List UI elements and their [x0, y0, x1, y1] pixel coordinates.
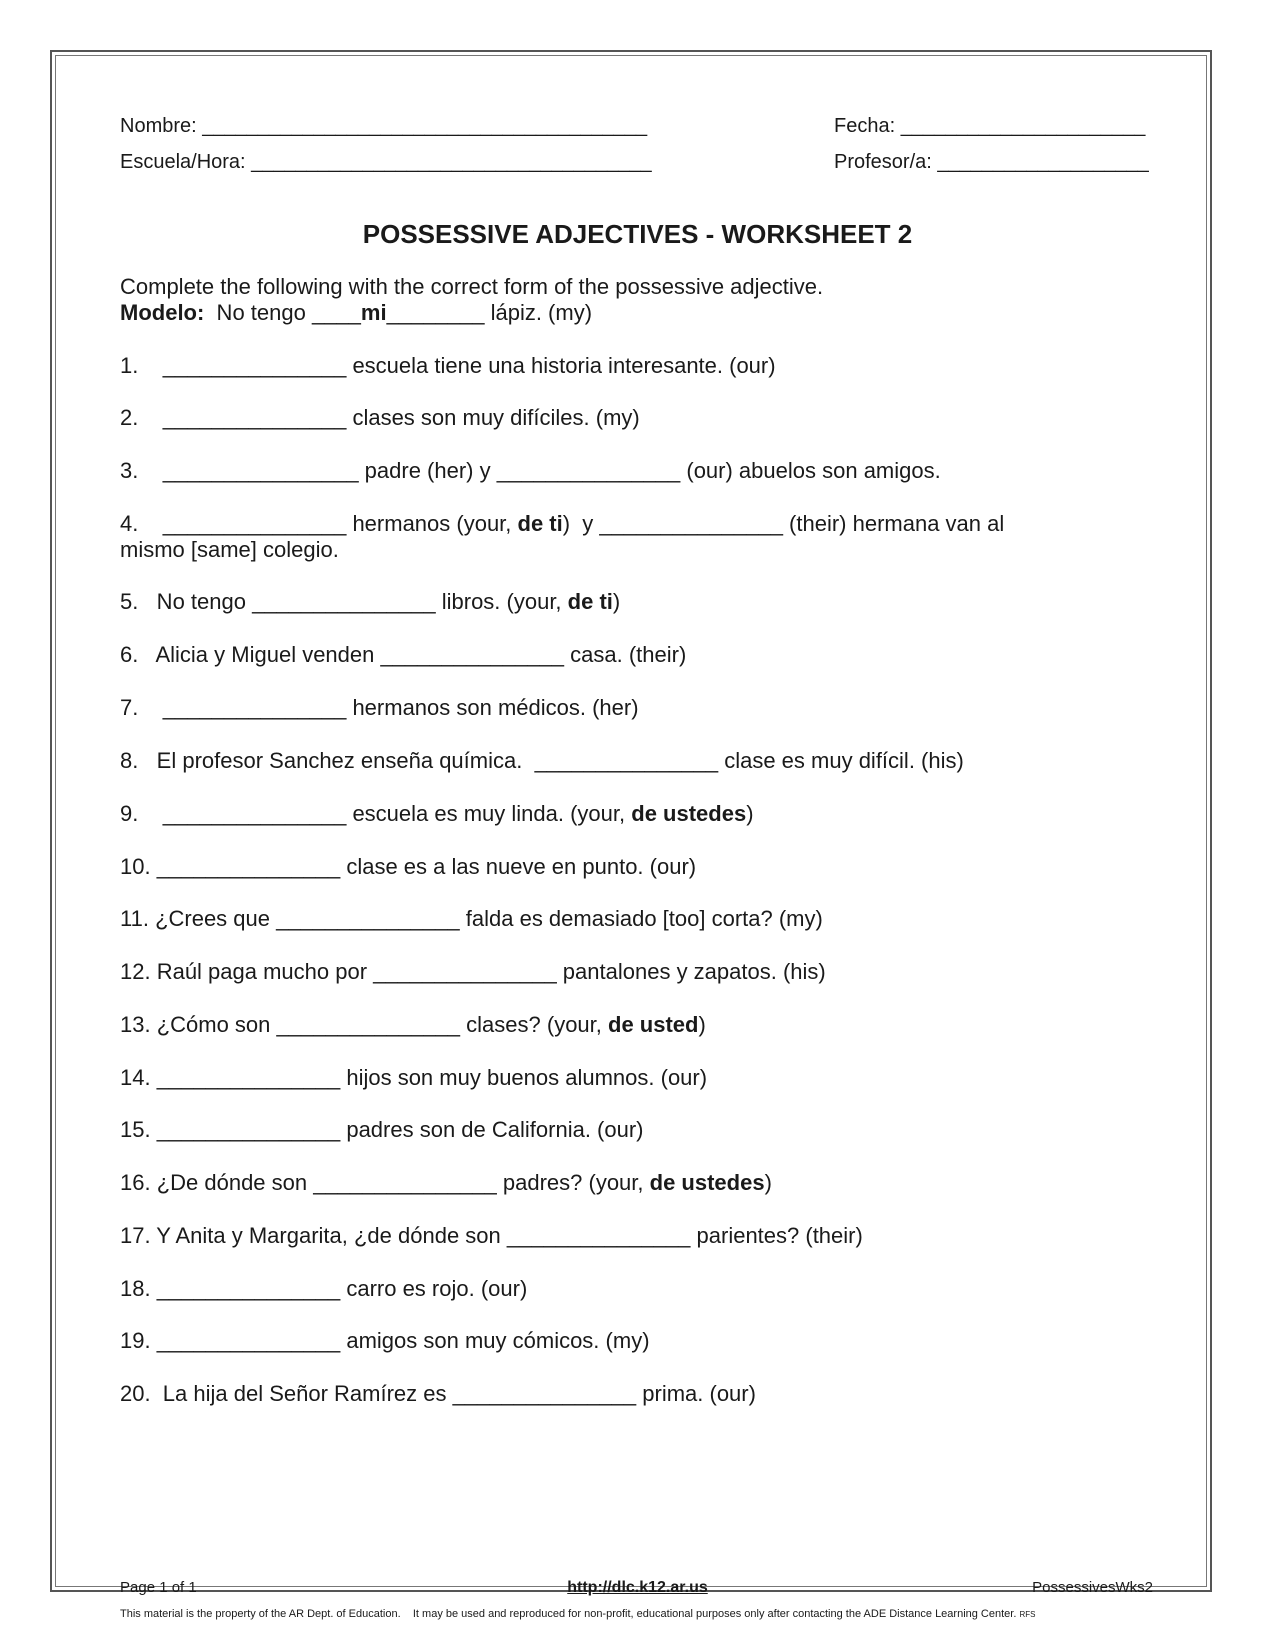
item-2: 2. _______________ clases son muy difíciles. (my) [120, 405, 640, 430]
item-9-bold: de ustedes [631, 801, 747, 826]
footer-link[interactable]: http://dlc.k12.ar.us [567, 1579, 708, 1596]
modelo-line [120, 300, 592, 326]
document-code: PossessivesWks2 [1032, 1579, 1153, 1596]
item-13-text-a: 13. ¿Cómo son _______________ clases? (your, [120, 1012, 608, 1037]
item-14: 14. _______________ hijos son muy buenos alumnos. (our) [120, 1065, 708, 1090]
item-4-text-a: 4. _______________ hermanos (your, [120, 511, 518, 536]
item-4-bold: de ti [517, 511, 563, 536]
item-5 [120, 589, 620, 615]
item-4-continuation: mismo [same] colegio. [120, 537, 339, 562]
item-5-text-c: ) [612, 589, 621, 614]
nombre-field: Nombre: ________________________________________ [120, 115, 648, 137]
item-18: 18. _______________ carro es rojo. (our) [120, 1276, 528, 1301]
item-13-text-c: ) [698, 1012, 706, 1037]
worksheet-title: POSSESSIVE ADJECTIVES - WORKSHEET 2 [362, 219, 913, 249]
copyright-notice [120, 1607, 1035, 1622]
item-11: 11. ¿Crees que _______________ falda es demasiado [too] corta? (my) [120, 906, 823, 931]
modelo-label: Modelo: [120, 300, 205, 325]
item-13-bold: de usted [608, 1012, 699, 1037]
item-8: 8. El profesor Sanchez enseña química. _______________ clase es muy difícil. (his) [120, 748, 964, 773]
escuela-hora-field: Escuela/Hora: ____________________________________ [120, 151, 652, 173]
item-20: 20. La hija del Señor Ramírez es _______________ prima. (our) [120, 1381, 756, 1406]
fecha-field: Fecha: ______________________ [834, 115, 1146, 137]
item-7: 7. _______________ hermanos son médicos. (her) [120, 695, 639, 720]
page-number: Page 1 of 1 [120, 1579, 197, 1596]
item-5-text-a: 5. No tengo _______________ libros. (your, [120, 589, 568, 614]
item-19: 19. _______________ amigos son muy cómicos. (my) [120, 1328, 650, 1353]
item-16 [120, 1170, 772, 1196]
item-9-text-c: ) [746, 801, 754, 826]
item-9 [120, 801, 754, 827]
item-12: 12. Raúl paga mucho por _______________ pantalones y zapatos. (his) [120, 959, 826, 984]
rfs-initials: RFS [1019, 1610, 1036, 1619]
item-16-bold: de ustedes [649, 1170, 765, 1195]
item-5-bold: de ti [567, 589, 613, 614]
notice-text: This material is the property of the AR Dept. of Education. It may be used and reproduced for non-profit, educational purposes only after contacting the ADE Distance Learning Center. [120, 1608, 1020, 1620]
modelo-answer: mi [360, 300, 387, 325]
item-17: 17. Y Anita y Margarita, ¿de dónde son _______________ parientes? (their) [120, 1223, 863, 1248]
item-9-text-a: 9. _______________ escuela es muy linda. (your, [120, 801, 632, 826]
item-15: 15. _______________ padres son de California. (our) [120, 1117, 644, 1142]
instructions: Complete the following with the correct form of the possessive adjective. [120, 274, 824, 299]
profesor-field: Profesor/a: ___________________ [834, 151, 1149, 173]
item-13 [120, 1012, 706, 1038]
item-16-text-c: ) [764, 1170, 772, 1195]
item-1: 1. _______________ escuela tiene una historia interesante. (our) [120, 353, 776, 378]
item-4-text-c: ) y _______________ (their) hermana van al [562, 511, 1005, 536]
item-16-text-a: 16. ¿De dónde son _______________ padres? (your, [120, 1170, 650, 1195]
modelo-pre: No tengo ____ [204, 300, 361, 325]
item-6: 6. Alicia y Miguel venden _______________ casa. (their) [120, 642, 687, 667]
item-3: 3. ________________ padre (her) y _______________ (our) abuelos son amigos. [120, 458, 941, 483]
modelo-post: ________ lápiz. (my) [386, 300, 593, 325]
item-10: 10. _______________ clase es a las nueve en punto. (our) [120, 854, 697, 879]
item-4 [120, 511, 1004, 537]
